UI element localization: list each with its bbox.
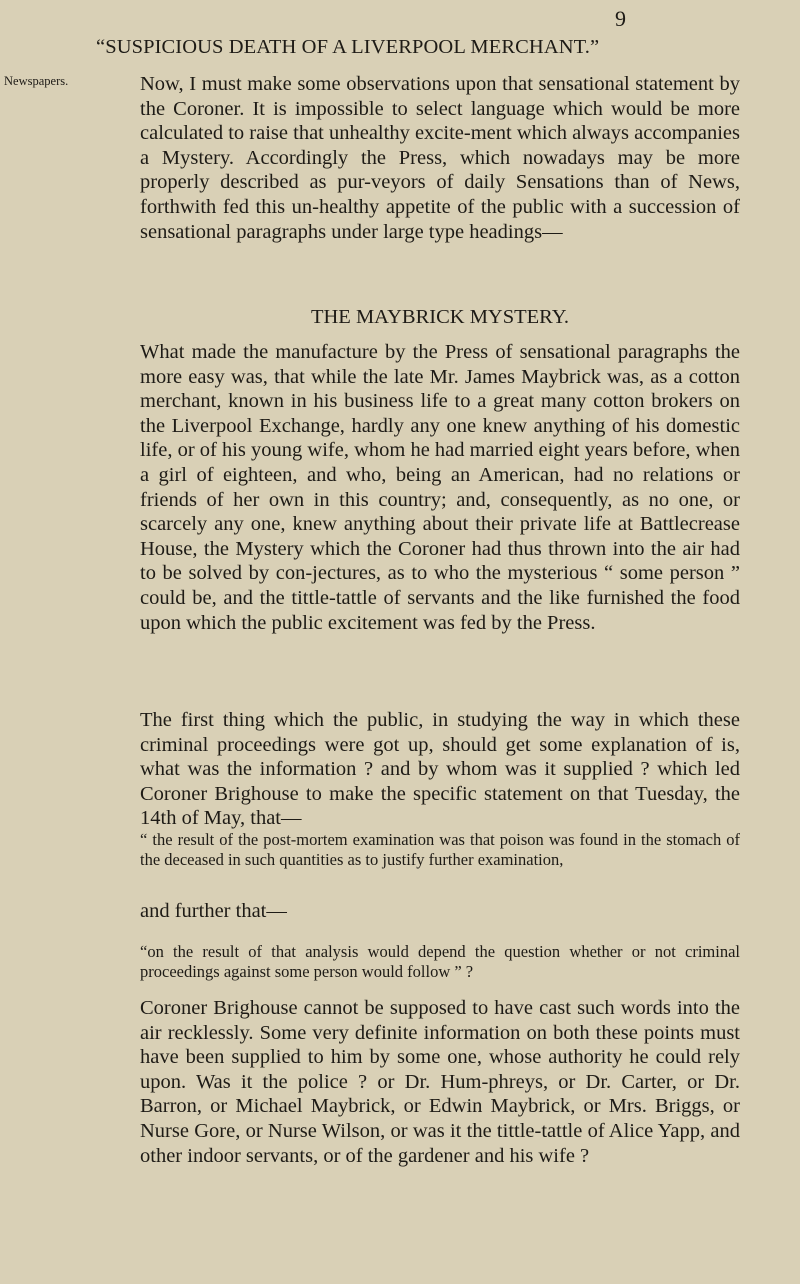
paragraph-1: Now, I must make some observations upon that sensational statement by the Coroner. It is impossible to select language which would be more calculated to raise that unhealthy excite-ment which always accompanies a Mystery. Accordingly the Press, which nowadays may be more properly described as pur-veyors of daily Sensations than of News, forthwith fed this un-healthy appetite of the public with a succession of sensational paragraphs under large type headings— [140,73,740,243]
further-block [140,900,740,923]
quote-1: “ the result of the post-mortem examination was that poison was found in the stomach of the deceased in such quantities as to justify further examination, [140,830,740,869]
page-number: 9 [615,6,626,31]
sub-heading: THE MAYBRICK MYSTERY. [310,306,569,328]
quote-2: “on the result of that analysis would depend the question whether or not criminal proceedings against some person would follow ” ? [140,942,740,981]
margin-note: Newspapers. [4,74,69,88]
paragraph-2: What made the manufacture by the Press of sensational paragraphs the more easy was, that while the late Mr. James Maybrick was, as a cotton merchant, known in his business life to a great many cotton brokers on the Liverpool Exchange, hardly any one knew anything of his domestic life, or of his young wife, whom he had married eight years before, when a girl of eighteen, and who, being an American, had no relations or friends of her own in this country; and, consequently, as no one, or scarcely any one, knew anything about their private life at Battlecrease House, the Mystery which the Coroner had thus thrown into the air had to be solved by con-jectures, as to who the mysterious “ some person ” could be, and the tittle-tattle of servants and the like furnished the food upon which the public excitement was fed by the Press. [140,341,741,634]
paragraph-1-block [140,72,740,244]
paragraph-2-block [140,340,740,635]
paragraph-4: Coroner Brighouse cannot be supposed to have cast such words into the air recklessly. Some very definite information on both these points must have been supplied to him by some one, whose authority he could rely upon. Was it the police ? or Dr. Hum-phreys, or Dr. Carter, or Dr. Barron, or Michael Maybrick, or Edwin Maybrick, or Mrs. Briggs, or Nurse Gore, or Nurse Wilson, or was it the tittle-tattle of Alice Yapp, and other indoor servants, or of the gardener and his wife ? [140,997,740,1167]
paragraph-3-block [140,708,740,831]
quote-2-block [140,942,740,982]
paragraph-3: The first thing which the public, in studying the way in which these criminal proceedings were got up, should get some explanation of is, what was the information ? and by whom was it supplied ? which led Coroner Brighouse to make the specific statement on that Tuesday, the 14th of May, that— [140,709,740,830]
chapter-heading: “SUSPICIOUS DEATH OF A LIVERPOOL MERCHANT.” [96,36,600,58]
paragraph-4-block [140,996,740,1168]
further-text: and further that— [140,900,287,922]
quote-1-block [140,830,740,870]
